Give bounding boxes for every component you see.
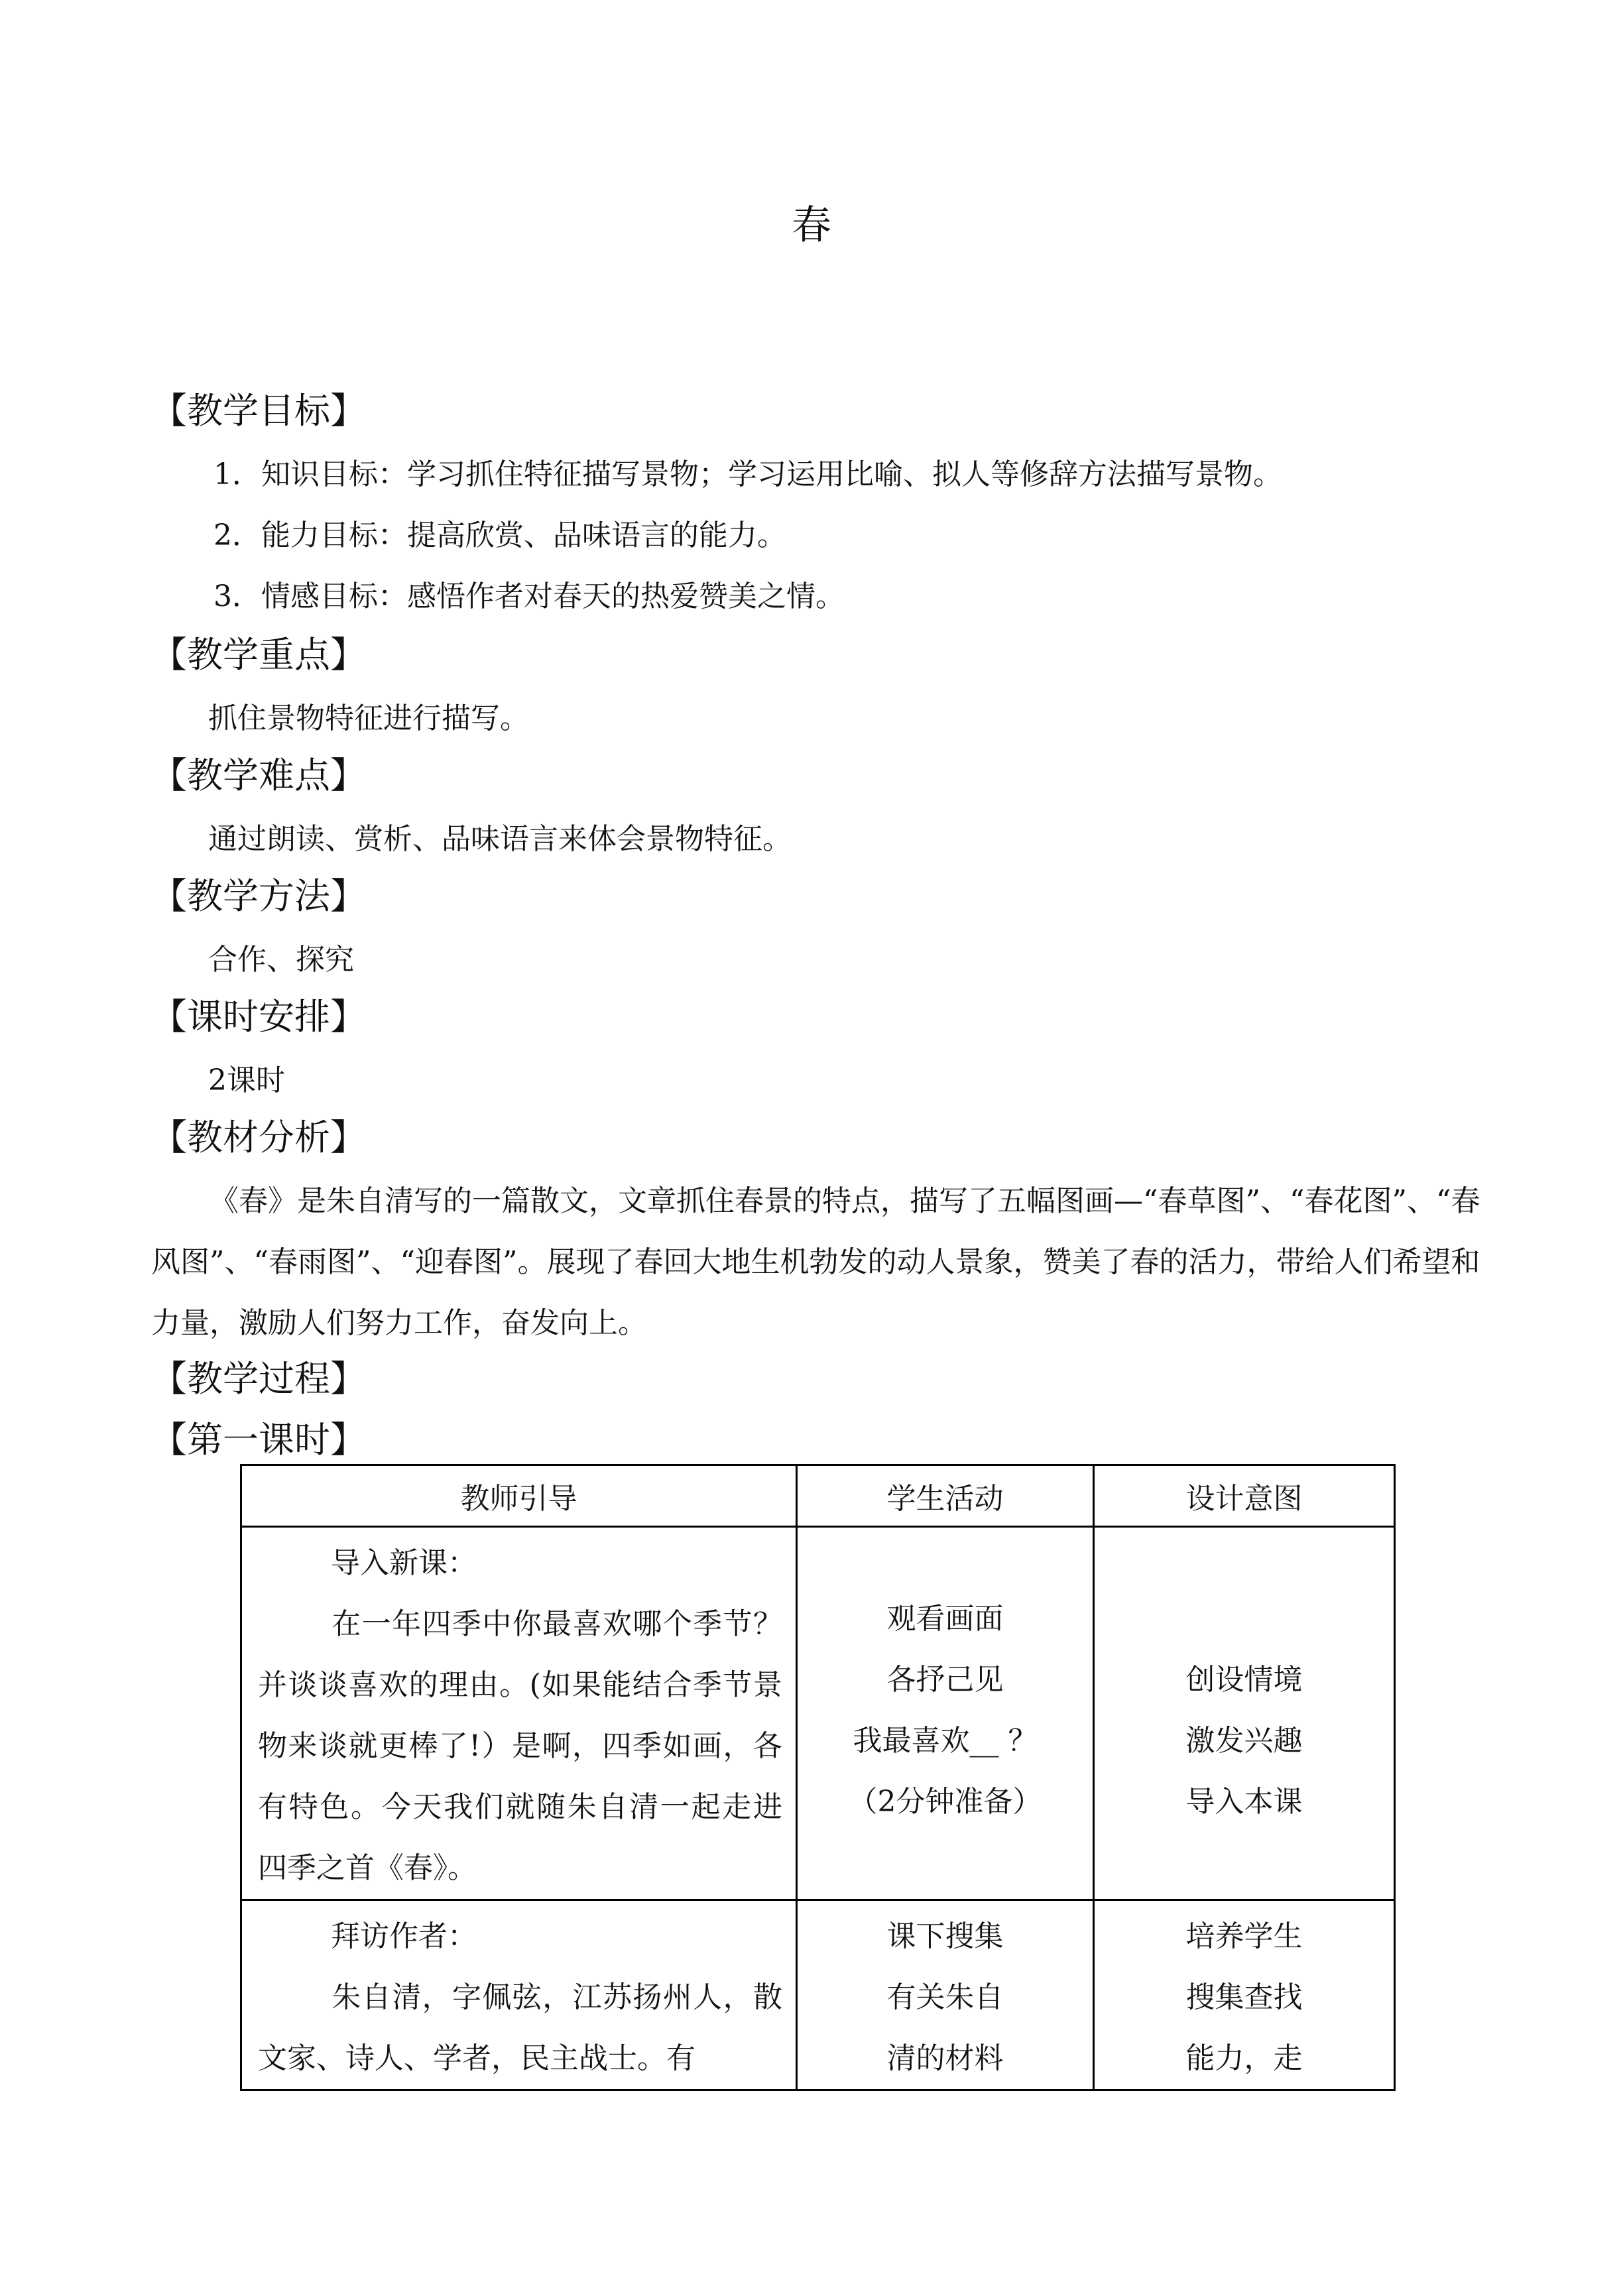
student-activity-line: （2分钟准备） — [848, 1785, 1042, 1819]
key-points-text: 抓住景物特征进行描写。 — [208, 701, 529, 735]
objective-item-emotion: 3．情感目标：感悟作者对春天的热爱赞美之情。 — [213, 579, 845, 613]
student-cell — [797, 1900, 1094, 2090]
analysis-paragraph — [151, 1171, 1484, 1354]
teacher-section-text: 朱自清，字佩弦，江苏扬州人，散文家、诗人、学者，民主战士。有 — [258, 1980, 782, 2075]
heading-schedule: 【课时安排】 — [151, 996, 366, 1038]
heading-methods: 【教学方法】 — [151, 875, 366, 917]
intent-line: 激发兴趣 — [1185, 1724, 1303, 1758]
schedule-text: 2课时 — [208, 1063, 285, 1097]
student-activity-line: 各抒己见 — [886, 1663, 1004, 1697]
intent-line: 培养学生 — [1185, 1919, 1303, 1953]
table-header-row — [241, 1465, 1395, 1527]
teacher-section-text: 在一年四季中你最喜欢哪个季节？并谈谈喜欢的理由。(如果能结合季节景物来谈就更棒了!）是啊，四季如画，各有特色。今天我们就随朱自清一起走进四季之首《春》。 — [258, 1607, 782, 1885]
table-row — [241, 1900, 1395, 2090]
intent-line: 创设情境 — [1185, 1663, 1303, 1697]
heading-process: 【教学过程】 — [151, 1358, 366, 1400]
intent-cell — [1094, 1527, 1395, 1900]
student-activity-line: 有关朱自 — [886, 1980, 1004, 2014]
student-activity-line: 我最喜欢__ ？ — [853, 1724, 1038, 1758]
student-activity-line: 清的材料 — [886, 2041, 1004, 2075]
lesson-table — [240, 1464, 1396, 2091]
analysis-text: 《春》是朱自清写的一篇散文，文章抓住春景的特点，描写了五幅图画—“春草图”、“春花图”、“春风图”、“春雨图”、“迎春图”。展现了春回大地生机勃发的动人景象，赞美了春的活力，带给人们希望和力量，激励人们努力工作，奋发向上。 — [151, 1184, 1480, 1340]
methods-text: 合作、探究 — [208, 943, 354, 977]
intent-line: 搜集查找 — [1185, 1980, 1303, 2014]
heading-objectives: 【教学目标】 — [151, 390, 366, 432]
teacher-section-title: 拜访作者： — [331, 1919, 477, 1953]
objective-item-ability: 2．能力目标：提高欣赏、品味语言的能力。 — [213, 518, 786, 552]
teacher-cell — [241, 1900, 797, 2090]
student-activity-line: 观看画面 — [886, 1602, 1004, 1636]
table-row — [241, 1527, 1395, 1900]
heading-analysis: 【教材分析】 — [151, 1117, 366, 1158]
teacher-section-title: 导入新课： — [331, 1546, 477, 1580]
intent-line: 能力，走 — [1185, 2041, 1303, 2075]
header-teacher-guide: 教师引导 — [241, 1465, 797, 1527]
student-activity-line: 课下搜集 — [886, 1919, 1004, 1953]
teacher-cell — [241, 1527, 797, 1900]
difficulties-text: 通过朗读、赏析、品味语言来体会景物特征。 — [208, 822, 792, 856]
heading-key-points: 【教学重点】 — [151, 634, 366, 676]
header-student-activity: 学生活动 — [797, 1465, 1094, 1527]
intent-line: 导入本课 — [1185, 1785, 1303, 1819]
objective-item-knowledge: 1．知识目标：学习抓住特征描写景物；学习运用比喻、拟人等修辞方法描写景物。 — [213, 457, 1282, 491]
header-design-intent: 设计意图 — [1094, 1465, 1395, 1527]
heading-first-lesson: 【第一课时】 — [151, 1419, 366, 1461]
student-cell — [797, 1527, 1094, 1900]
heading-difficulties: 【教学难点】 — [151, 755, 366, 796]
intent-cell — [1094, 1900, 1395, 2090]
document-title: 春 — [792, 202, 831, 249]
